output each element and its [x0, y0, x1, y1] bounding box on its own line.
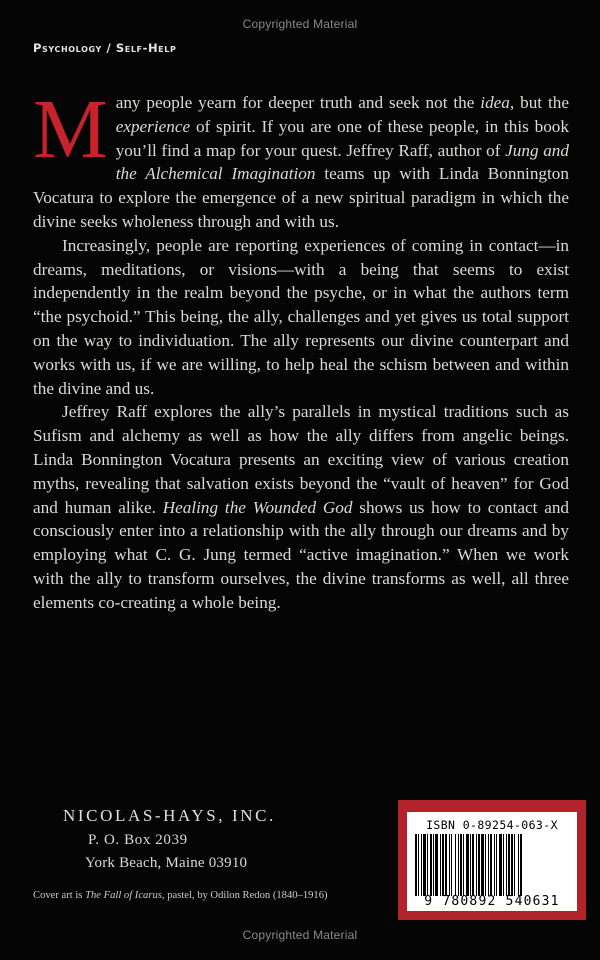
- p3-italic-book-title: Healing the Wounded God: [162, 497, 353, 517]
- isbn-text: ISBN 0-89254-063-X: [426, 818, 558, 832]
- publisher-address-line-2: York Beach, Maine 03910: [85, 855, 248, 871]
- p1-text-d: teams up with Linda Bonnington Vocatura to explore the emergence of a new spiritual paradigm in which the divine seeks wholeness through and with us.: [33, 164, 569, 231]
- barcode-box: [398, 800, 586, 920]
- paragraph-3: [33, 400, 569, 614]
- p1-text-c: of spirit. If you are one of these people, in this book you’ll find a map for your quest. Jeffrey Raff, author of: [115, 116, 569, 160]
- p1-text-b: , but the: [509, 93, 569, 112]
- credit-artwork-title: The Fall of Icarus: [85, 890, 162, 901]
- copyright-watermark-bottom: Copyrighted Material: [242, 928, 358, 942]
- credit-prefix: Cover art is: [33, 890, 86, 901]
- p1-italic-book-title: Jung and the Alchemical Imagination: [115, 140, 569, 184]
- publisher-name: NICOLAS-HAYS, INC.: [63, 806, 276, 825]
- p3-text-b: shows us how to contact and consciously enter into a relationship with the ally through our dreams and by employing what C. G. Jung termed “active imagination.” When we work with the ally to transform ourselves, the divine transforms as well, all three elements co-creating a whole being.: [33, 497, 570, 612]
- back-cover-description: [33, 83, 570, 615]
- category-label: Psychology / Self-Help: [33, 41, 177, 55]
- p1-italic-experience: experience: [115, 116, 191, 136]
- p3-text-a: Jeffrey Raff explores the ally’s parallels in mystical traditions such as Sufism and alchemy as well as how the ally differs from angelic beings. Linda Bonnington Vocatura presents an exciting view of various creation myths, revealing that salvation exists beyond the “vault of heaven” for God and human alike.: [33, 402, 569, 517]
- barcode-icon: [415, 834, 569, 896]
- copyright-watermark-top: Copyrighted Material: [242, 17, 358, 31]
- paragraph-1: [33, 83, 569, 234]
- p1-text-a: any people yearn for deeper truth and seek not the: [115, 93, 481, 112]
- credit-suffix: , pastel, by Odilon Redon (1840–1916): [161, 890, 328, 901]
- p1-italic-idea: idea: [480, 93, 510, 112]
- barcode-label: [407, 812, 577, 911]
- paragraph-2: Increasingly, people are reporting experiences of coming in contact—in dreams, meditations, or visions—with a being that seems to exist independently in the realm beyond the psyche, or in what the authors term “the psychoid.” This being, the ally, challenges and yet gives us total support on the way to individuation. The ally represents our divine counterpart and works with us, if we are willing, to help heal the schism between and within the divine and us.: [33, 235, 569, 398]
- ean-number: 9 780892 540631: [424, 894, 560, 909]
- drop-cap-letter: M: [33, 83, 108, 176]
- publisher-address-line-1: P. O. Box 2039: [88, 832, 188, 848]
- cover-art-credit: [33, 890, 328, 901]
